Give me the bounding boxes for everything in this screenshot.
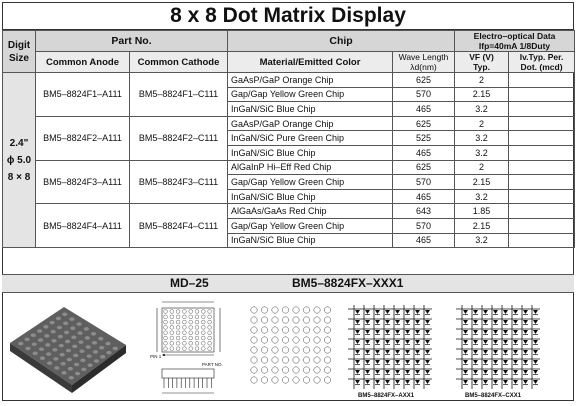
iv-value [509,204,575,219]
table-row [3,160,575,175]
schematic-cathode-caption: BM5–8824FX–CXX1 [465,393,522,399]
wavelength-value: 625 [393,160,455,175]
vf-value: 3.2 [455,102,509,117]
schematic-cathode [456,305,540,389]
vf-value: 2 [455,160,509,175]
spec-table [2,30,575,248]
iv-value [509,145,575,160]
wavelength-value: 465 [393,189,455,204]
schematic-anode [348,305,432,389]
chip-header: Chip [228,31,455,52]
chip-material: InGaN/SiC Blue Chip [228,233,393,248]
wavelength-value: 525 [393,131,455,146]
figures-svg [2,293,574,401]
vf-value: 2.15 [455,175,509,190]
chip-material: InGaN/SiC Blue Chip [228,102,393,117]
iv-value [509,131,575,146]
digit-size-cell: 2.4" ϕ 5.0 8 × 8 [3,73,36,248]
vf-value: 1.85 [455,204,509,219]
common-anode-part: BM5–8824F2–A111 [36,116,130,160]
table-row [3,116,575,131]
table-row [3,73,575,88]
iv-header: Iv.Typ. Per. Dot. (mcd) [509,52,575,73]
vf-value: 3.2 [455,145,509,160]
chip-material: InGaN/SiC Blue Chip [228,189,393,204]
vf-value: 3.2 [455,233,509,248]
iv-value [509,218,575,233]
wavelength-value: 570 [393,87,455,102]
table-row [3,204,575,219]
part-no-label: PART NO. [202,362,223,367]
common-cathode-part: BM5–8824F4–C111 [130,204,228,248]
vf-value: 2.15 [455,87,509,102]
common-anode-part: BM5–8824F4–A111 [36,204,130,248]
iv-value [509,87,575,102]
model-band [2,274,574,293]
vf-value: 2 [455,73,509,88]
iv-value [509,102,575,117]
wavelength-value: 625 [393,116,455,131]
pin1-label: PIN 1 [150,354,162,359]
vf-value: 2 [455,116,509,131]
chip-material: AlGaAs/GaAs Red Chip [228,204,393,219]
iv-value [509,175,575,190]
vf-value: 3.2 [455,189,509,204]
vf-header: VF (V) Typ. [455,52,509,73]
common-cathode-part: BM5–8824F1–C111 [130,73,228,117]
common-cathode-part: BM5–8824F2–C111 [130,116,228,160]
part-pattern-label: BM5–8824FX–XXX1 [292,276,404,290]
vf-value: 3.2 [455,131,509,146]
wavelength-header: Wave Length λd(nm) [393,52,455,73]
iv-value [509,233,575,248]
vf-value: 2.15 [455,218,509,233]
chip-material: Gap/Gap Yellow Green Chip [228,87,393,102]
page-title: 8 x 8 Dot Matrix Display [2,2,574,30]
chip-material: InGaN/SiC Blue Chip [228,145,393,160]
wavelength-value: 465 [393,233,455,248]
iv-value [509,189,575,204]
chip-material: InGaN/SiC Pure Green Chip [228,131,393,146]
common-anode-part: BM5–8824F3–A111 [36,160,130,204]
schematic-anode-caption: BM5–8824FX–AXX1 [358,393,415,399]
pinout-grid [251,307,331,383]
matrix-photo [10,307,126,393]
iv-value [509,116,575,131]
common-cathode-header: Common Cathode [130,52,228,73]
wavelength-value: 625 [393,73,455,88]
chip-material: Gap/Gap Yellow Green Chip [228,175,393,190]
common-cathode-part: BM5–8824F3–C111 [130,160,228,204]
wavelength-value: 465 [393,102,455,117]
outline-drawing [157,302,220,393]
wavelength-value: 570 [393,218,455,233]
chip-material: GaAsP/GaP Orange Chip [228,73,393,88]
digit-size-header: Digit Size [3,31,36,73]
iv-value [509,73,575,88]
wavelength-value: 643 [393,204,455,219]
wavelength-value: 570 [393,175,455,190]
wavelength-value: 465 [393,145,455,160]
part-no-header: Part No. [36,31,228,52]
chip-material: GaAsP/GaP Orange Chip [228,116,393,131]
iv-value [509,160,575,175]
electro-optical-header: Electro–optical Data Ifp=40mA 1/8Duty [455,31,575,52]
model-label: MD–25 [170,276,209,290]
chip-material: Gap/Gap Yellow Green Chip [228,218,393,233]
common-anode-header: Common Anode [36,52,130,73]
figures-area [2,293,574,401]
chip-material: AlGaInP Hi–Eff Red Chip [228,160,393,175]
common-anode-part: BM5–8824F1–A111 [36,73,130,117]
material-header: Material/Emitted Color [228,52,393,73]
